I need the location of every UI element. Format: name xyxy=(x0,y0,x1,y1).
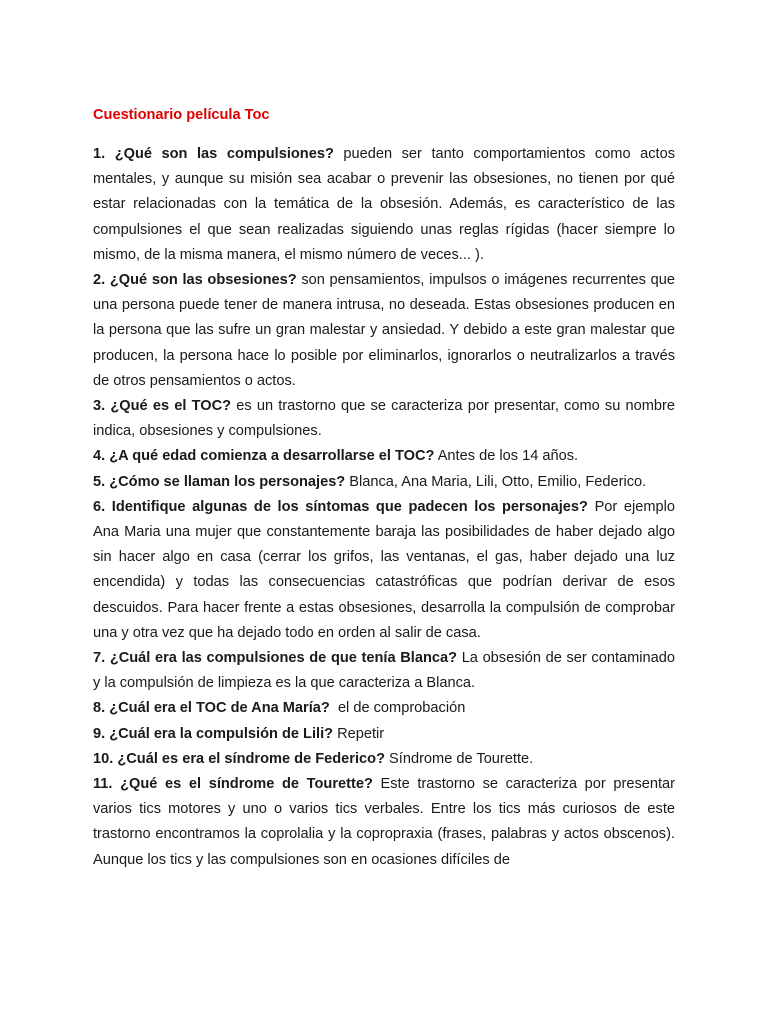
qa-item-2 xyxy=(93,268,675,394)
question-1: 1. ¿Qué son las compulsiones? xyxy=(93,146,334,162)
qa-item-9 xyxy=(93,722,675,747)
answer-2: son pensamientos, impulsos o imágenes recurrentes que una persona puede tener de manera intrusa, no deseada. Estas obsesiones producen en la persona que las sufre un gran malestar y ansiedad. Y debido a este gran malestar que producen, la persona hace lo posible por eliminarlos, ignorarlos o neutralizarlos a través de otros pensamientos o actos. xyxy=(93,272,675,389)
question-7: 7. ¿Cuál era las compulsiones de que tenía Blanca? xyxy=(93,650,458,667)
qa-item-6 xyxy=(93,495,675,646)
answer-4: Antes de los 14 años. xyxy=(437,448,579,465)
question-2: 2. ¿Qué son las obsesiones? xyxy=(93,272,297,289)
answer-5: Blanca, Ana Maria, Lili, Otto, Emilio, Federico. xyxy=(349,473,647,490)
answer-11: Este trastorno se caracteriza por presentar varios tics motores y uno o varios tics verbales. Entre los tics más curiosos de este trastorno encontramos la coprolalia y la copropraxia (frases, palabras y actos obscenos). Aunque los tics y las compulsiones son en ocasiones difíciles de xyxy=(93,776,675,868)
answer-6: Por ejemplo Ana Maria una mujer que constantemente baraja las posibilidades de haber dejado algo sin hacer algo en casa (cerrar los grifos, las ventanas, el gas, haber dejado una luz encendida) y todas las consecuencias catastróficas que podrían derivar de esos descuidos. Para hacer frente a estas obsesiones, desarrolla la compulsión de comprobar una y otra vez que ha dejado todo en orden al salir de casa. xyxy=(93,498,676,641)
answer-1: pueden ser tanto comportamientos como actos mentales, y aunque su misión sea acabar o prevenir las obsesiones, no tienen por qué estar relacionadas con la temática de la obsesión. Además, es característico de las compulsiones el que sean realizadas siguiendo unas reglas rígidas (hacer siempre lo mismo, de la misma manera, el mismo número de veces... ). xyxy=(93,146,675,263)
qa-item-4 xyxy=(93,444,675,469)
question-4: 4. ¿A qué edad comienza a desarrollarse el TOC? xyxy=(93,448,435,465)
answer-7: La obsesión de ser contaminado y la compulsión de limpieza es la que caracteriza a Blanca. xyxy=(93,650,675,692)
question-6: 6. Identifique algunas de los síntomas que padecen los personajes? xyxy=(93,498,588,515)
question-5: 5. ¿Cómo se llaman los personajes? xyxy=(93,473,346,490)
qa-item-1 xyxy=(93,142,675,268)
question-3: 3. ¿Qué es el TOC? xyxy=(93,398,232,415)
answer-8: el de comprobación xyxy=(337,700,466,717)
qa-item-11 xyxy=(93,772,675,873)
qa-item-8 xyxy=(93,696,675,721)
qa-item-7 xyxy=(93,646,675,696)
question-11: 11. ¿Qué es el síndrome de Tourette? xyxy=(93,776,373,793)
answer-3: es un trastorno que se caracteriza por presentar, como su nombre indica, obsesiones y compulsiones. xyxy=(93,398,676,440)
answer-10: Síndrome de Tourette. xyxy=(389,750,534,767)
question-9: 9. ¿Cuál era la compulsión de Lili? xyxy=(93,725,334,742)
question-10: 10. ¿Cuál es era el síndrome de Federico? xyxy=(93,750,385,767)
qa-item-10 xyxy=(93,747,675,772)
question-8: 8. ¿Cuál era el TOC de Ana María? xyxy=(93,700,330,717)
document-title: Cuestionario película Toc xyxy=(93,107,270,123)
qa-item-5 xyxy=(93,470,675,495)
qa-item-3 xyxy=(93,394,675,444)
answer-9: Repetir xyxy=(337,725,385,742)
document-page xyxy=(93,104,675,873)
